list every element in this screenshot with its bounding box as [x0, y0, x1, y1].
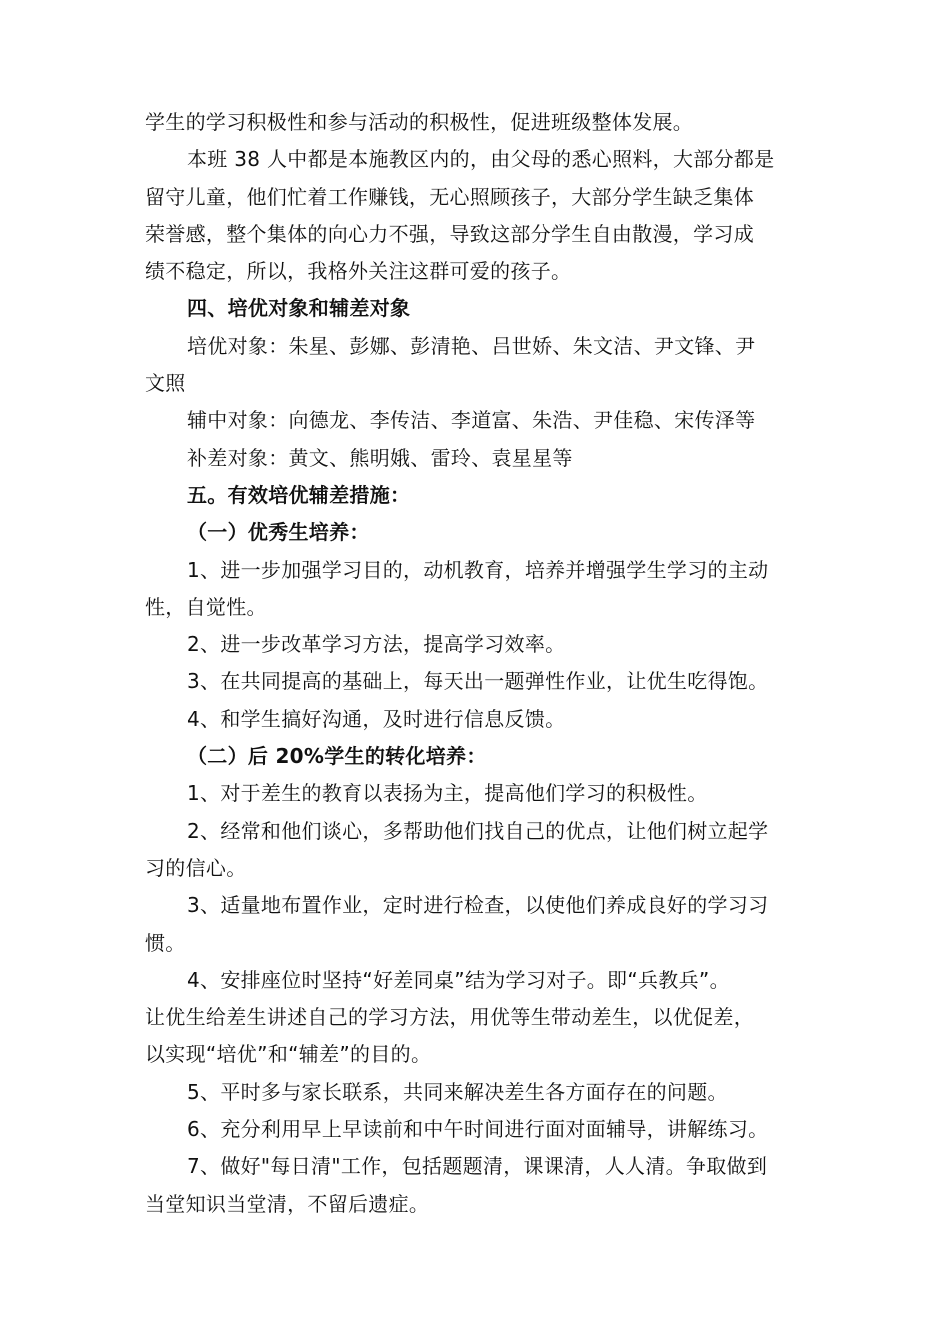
text-line: 习的信心。: [145, 855, 247, 880]
text-line: 1、进一步加强学习目的，动机教育，培养并增强学生学习的主动: [187, 557, 769, 582]
subsection-heading: （一）优秀生培养：: [187, 520, 370, 545]
text-line: 让优生给差生讲述自己的学习方法，用优等生带动差生，以优促差，: [145, 1005, 754, 1030]
text-line: 文照: [145, 371, 186, 396]
text-line: 4、安排座位时坚持“好差同桌”结为学习对子。即“兵教兵”。: [187, 967, 730, 992]
text-line: 惯。: [145, 930, 186, 955]
text-line: 辅中对象：向德龙、李传洁、李道富、朱浩、尹佳稳、宋传泽等: [187, 408, 756, 433]
text-line: 培优对象：朱星、彭娜、彭清艳、吕世娇、朱文洁、尹文锋、尹: [187, 333, 756, 358]
text-line: 6、充分利用早上早读前和中午时间进行面对面辅导，讲解练习。: [187, 1117, 769, 1142]
subsection-heading: （二）后 20%学生的转化培养：: [187, 744, 487, 769]
text-line: 绩不稳定，所以，我格外关注这群可爱的孩子。: [145, 259, 572, 284]
text-line: 7、做好"每日清"工作，包括题题清，课课清，人人清。争取做到: [187, 1154, 768, 1179]
text-line: 本班 38 人中都是本施教区内的，由父母的悉心照料，大部分都是: [187, 147, 775, 172]
text-line: 4、和学生搞好沟通，及时进行信息反馈。: [187, 706, 566, 731]
text-line: 3、在共同提高的基础上，每天出一题弹性作业，让优生吃得饱。: [187, 669, 769, 694]
text-line: 性，自觉性。: [145, 594, 267, 619]
text-line: 留守儿童，他们忙着工作赚钱，无心照顾孩子，大部分学生缺乏集体: [145, 184, 754, 209]
text-line: 以实现“培优”和“辅差”的目的。: [145, 1042, 432, 1067]
text-line: 3、适量地布置作业，定时进行检查，以使他们养成良好的学习习: [187, 893, 769, 918]
text-line: 5、平时多与家长联系，共同来解决差生各方面存在的问题。: [187, 1079, 728, 1104]
text-line: 1、对于差生的教育以表扬为主，提高他们学习的积极性。: [187, 781, 708, 806]
text-line: 荣誉感，整个集体的向心力不强，导致这部分学生自由散漫，学习成: [145, 221, 754, 246]
text-line: 2、经常和他们谈心，多帮助他们找自己的优点，让他们树立起学: [187, 818, 769, 843]
section-heading: 五。有效培优辅差措施：: [187, 482, 411, 507]
section-heading: 四、培优对象和辅差对象: [187, 296, 411, 321]
text-line: 补差对象：黄文、熊明娥、雷玲、袁星星等: [187, 445, 573, 470]
text-line: 学生的学习积极性和参与活动的积极性，促进班级整体发展。: [145, 110, 694, 134]
text-line: 当堂知识当堂清，不留后遗症。: [145, 1191, 430, 1216]
text-line: 2、进一步改革学习方法，提高学习效率。: [187, 632, 566, 657]
document-page: [145, 104, 810, 1223]
